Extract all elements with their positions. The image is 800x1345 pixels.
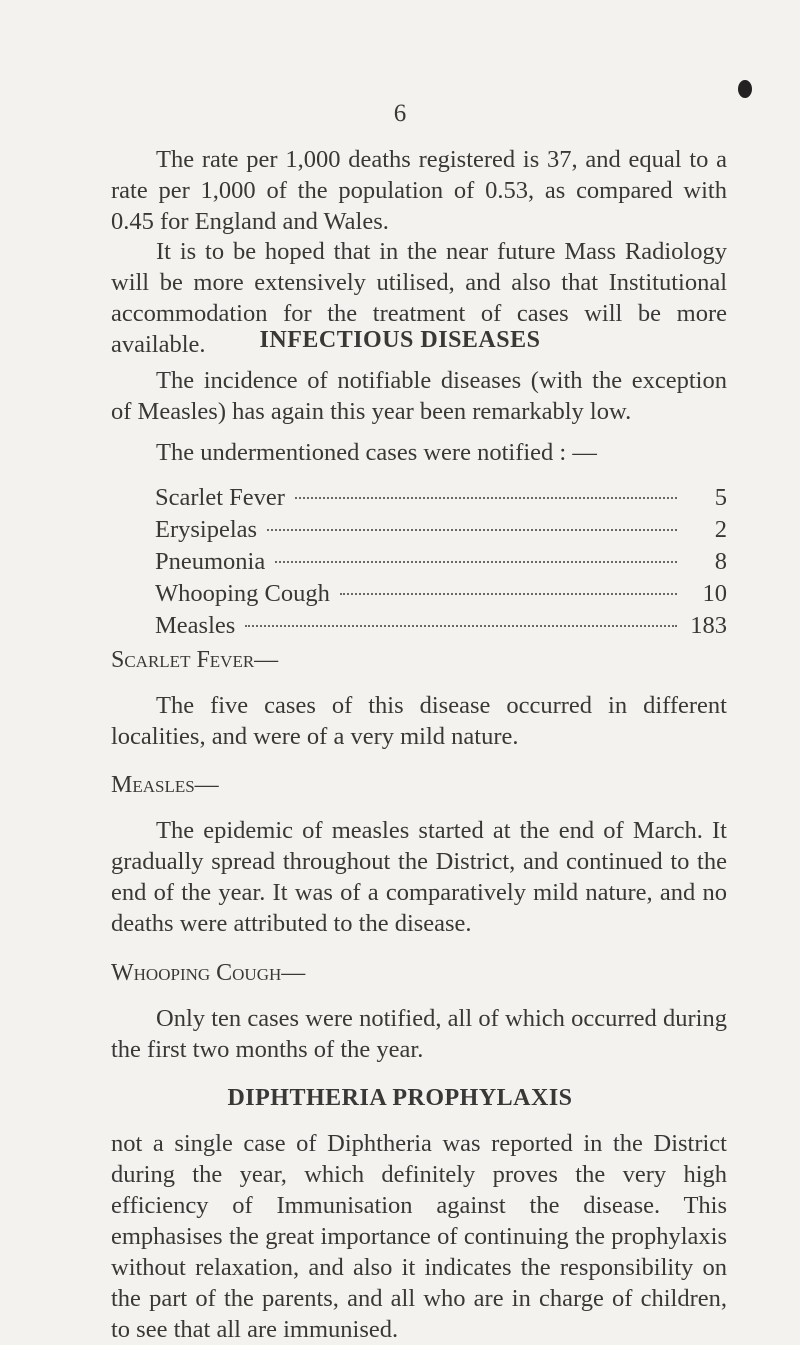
leader-dots [275, 561, 677, 563]
leader-dots [267, 529, 677, 531]
list-item [155, 516, 727, 548]
list-item [155, 612, 727, 644]
leader-dots [295, 497, 677, 499]
case-count: 183 [690, 612, 727, 639]
page-number: 6 [393, 100, 407, 127]
scarlet-fever-subheading: Scarlet Fever— [111, 647, 279, 673]
list-item [155, 580, 727, 612]
whooping-cough-paragraph: Only ten cases were notified, all of which occurred during the first two months of the year. [111, 1005, 727, 1063]
disease-name: Whooping Cough [155, 580, 330, 607]
leader-dots [245, 625, 677, 627]
diphtheria-paragraph: not a single case of Diphtheria was reported in the District during the year, which definitely proves the very high efficiency of Immunisation against the disease. This emphasises the great importance of continuing the prophylaxis without relaxation, and also it indicates the responsibility on the part of the parents, and all who are in charge of children, to see that all are immunised. [111, 1130, 727, 1343]
whooping-cough-subheading: Whooping Cough— [111, 960, 306, 986]
disease-name: Erysipelas [155, 516, 258, 543]
infectious-diseases-heading: INFECTIOUS DISEASES [259, 327, 541, 353]
death-rate-paragraph: The rate per 1,000 deaths registered is 37, and equal to a rate per 1,000 of the population of 0.53, as compared with 0.45 for England and Wales. [111, 146, 727, 235]
measles-subheading: Measles— [111, 772, 219, 798]
case-count: 10 [702, 580, 727, 607]
measles-paragraph: The epidemic of measles started at the end of March. It gradually spread throughout the District, and continued to the end of the year. It was of a comparatively mild nature, and no deaths were attributed to the disease. [111, 817, 727, 937]
list-item [155, 484, 727, 516]
disease-name: Measles [155, 612, 236, 639]
notified-intro: The undermentioned cases were notified : — [156, 439, 597, 466]
case-count: 8 [714, 548, 727, 575]
incidence-paragraph: The incidence of notifiable diseases (with the exception of Measles) has again this year been remarkably low. [111, 367, 727, 425]
notified-cases-list [155, 484, 727, 644]
diphtheria-heading: DIPHTHERIA PROPHYLAXIS [227, 1085, 573, 1111]
radiology-paragraph: It is to be hoped that in the near future Mass Radiology will be more extensively utilised, and also that Institutional accommodation for the treatment of cases will be more available. [111, 238, 727, 358]
disease-name: Pneumonia [155, 548, 266, 575]
scarlet-fever-paragraph: The five cases of this disease occurred in different localities, and were of a very mild nature. [111, 692, 727, 750]
list-item [155, 548, 727, 580]
disease-name: Scarlet Fever [155, 484, 285, 511]
leader-dots [340, 593, 677, 595]
case-count: 5 [714, 484, 727, 511]
ink-blot [738, 80, 752, 98]
case-count: 2 [714, 516, 727, 543]
